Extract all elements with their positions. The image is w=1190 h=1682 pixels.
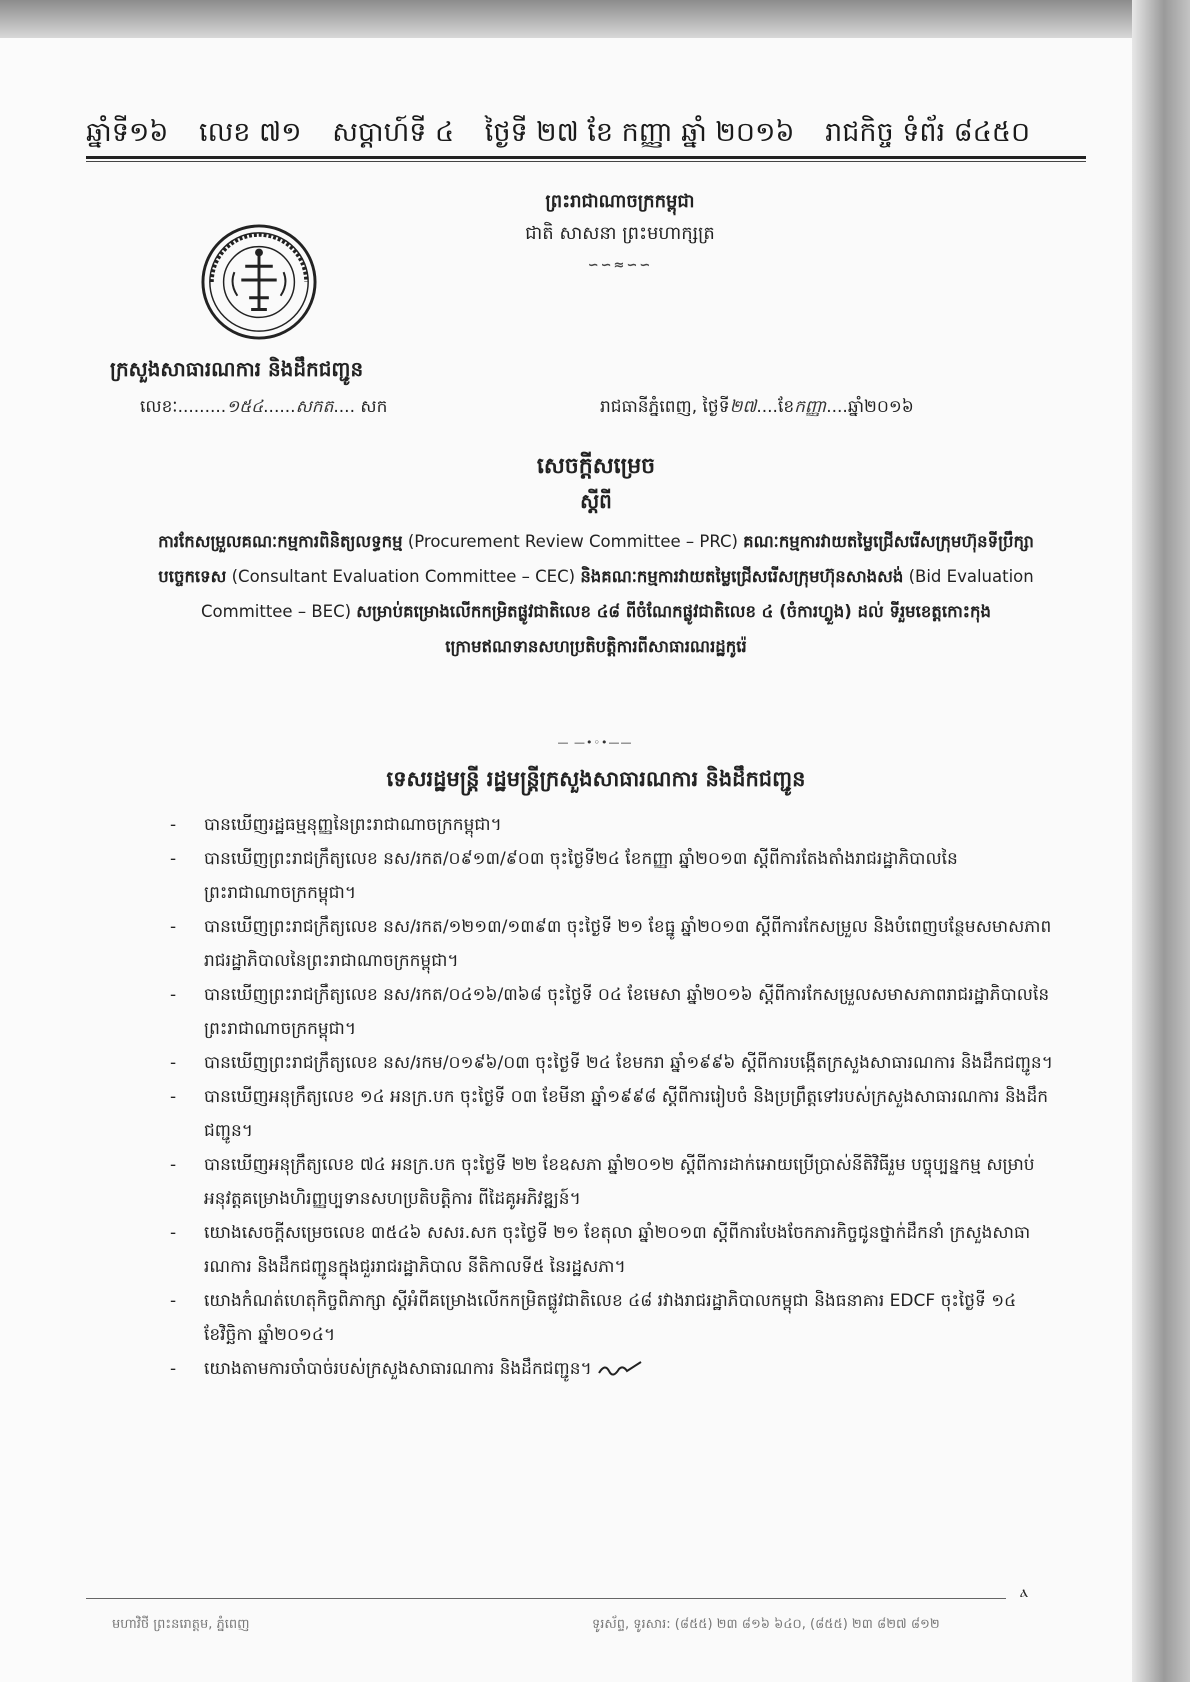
footer-rule bbox=[86, 1598, 1006, 1599]
date-month-label: ខែ bbox=[777, 397, 795, 417]
scan-shadow-right bbox=[1132, 0, 1190, 1682]
gazette-page bbox=[60, 38, 1132, 1682]
document-subtitle: ស្តីពី bbox=[580, 489, 612, 513]
list-item: - យោងសេចក្តីសម្រេចលេខ ៣៥៤៦ សសរ.សក ចុះថ្ងៃទី ២១ ខែតុលា ឆ្នាំ២០១៣ ស្តីពីការបែងចែកភារកិច្ចជូនថ្នាក់ដឹកនាំ ក្រសួងសាធារណការ និងដឹកជញ្ជូនក្នុងជួររាជរដ្ឋាភិបាល នីតិកាលទី៥ នៃរដ្ឋសភា។ bbox=[170, 1223, 1031, 1277]
subject-bec: និងគណៈកម្មការវាយតម្លៃជ្រើសរើសក្រុមហ៊ុនសាងសង់ bbox=[580, 567, 904, 586]
scan-shadow-top bbox=[0, 0, 1190, 38]
national-motto: ជាតិ សាសនា ព្រះមហាក្សត្រ bbox=[525, 223, 715, 244]
list-item: - បានឃើញព្រះរាជក្រឹត្យលេខ នស/រកត/១២១៣/១៣៩៣ ចុះថ្ងៃទី ២១ ខែធ្នូ ឆ្នាំ២០១៣ ស្តីពីការកែសម្រួល និងបំពេញបន្ថែមសមាសភាពរាជរដ្ឋាភិបាលនៃព្រះរាជាណាចក្រកម្ពុជា។ bbox=[170, 917, 1052, 971]
subject-prc: ការកែសម្រួលគណៈកម្មការពិនិត្យលទ្ធកម្ម bbox=[158, 532, 403, 551]
footer-address: មហាវិថី ព្រះនរោត្តម, ភ្នំពេញ bbox=[112, 1617, 250, 1632]
list-item: - បានឃើញព្រះរាជក្រឹត្យលេខ នស/រកត/០៩១៣/៩០៣ ចុះថ្ងៃទី២៤ ខែកញ្ញា ឆ្នាំ២០១៣ ស្តីពីការតែងតាំងរាជរដ្ឋាភិបាលនៃព្រះរាជាណាចក្រកម្ពុជា។ bbox=[170, 849, 958, 903]
date-year: ឆ្នាំ២០១៦ bbox=[847, 397, 914, 417]
gazette-page-number: រាជកិច្ច ទំព័រ ៨៤៥០ bbox=[825, 117, 1031, 148]
header-rule-thin bbox=[86, 161, 1086, 162]
ministry-seal-icon bbox=[200, 223, 318, 341]
subject-prc-en: (Procurement Review Committee – PRC) bbox=[407, 532, 738, 551]
gazette-date: ថ្ងៃទី ២៧ ខែ កញ្ញា ឆ្នាំ ២០១៦ bbox=[484, 117, 795, 148]
kingdom-heading bbox=[460, 186, 780, 282]
reference-value: ១៥៤ bbox=[226, 397, 264, 417]
list-item: - បានឃើញអនុក្រឹត្យលេខ ១៤ អនក្រ.បក ចុះថ្ងៃទី ០៣ ខែមីនា ឆ្នាំ១៩៩៨ ស្តីពីការរៀបចំ និងប្រព្រឹត្តទៅរបស់ក្រសួងសាធារណការ និងដឹកជញ្ជូន។ bbox=[170, 1087, 1049, 1141]
footer-phone: ទូរស័ព្ទ, ទូរសារ: (៨៥៥) ២៣ ៨១៦ ៦៤០, (៨៥៥) ២៣ ៨២៧ ៨១២ bbox=[592, 1617, 940, 1632]
gazette-year: ឆ្នាំទី១៦ bbox=[86, 117, 169, 148]
section-divider: — —•◦•—— bbox=[557, 736, 633, 749]
gazette-week: សប្តាហ៍ទី ៤ bbox=[332, 117, 455, 148]
subject-project: សម្រាប់គម្រោងលើកកម្រិតផ្លូវជាតិលេខ ៤៨ ពីចំណែកផ្លូវជាតិលេខ ៤ (ចំការហ្លួង) ដល់ ទីរួមខេត្តកោះកុង bbox=[356, 602, 991, 621]
list-item: - បានឃើញព្រះរាជក្រឹត្យលេខ នស/រកម/០១៩៦/០៣ ចុះថ្ងៃទី ២៤ ខែមករា ឆ្នាំ១៩៩៦ ស្តីពីការបង្កើតក្រសួងសាធារណការ និងដឹកជញ្ជូន។ bbox=[170, 1053, 1053, 1073]
issuing-authority: ទេសរដ្ឋមន្ត្រី រដ្ឋមន្ត្រីក្រសួងសាធារណការ និងដឹកជញ្ជូន bbox=[386, 767, 806, 791]
preamble-clauses bbox=[170, 808, 1060, 1386]
issuing-ministry: ក្រសួងសាធារណការ និងដឹកជញ្ជូន bbox=[110, 357, 364, 381]
list-item: - យោងកំណត់ហេតុកិច្ចពិភាក្សា ស្តីអំពីគម្រោងលើកកម្រិតផ្លូវជាតិលេខ ៤៨ រវាងរាជរដ្ឋាភិបាលកម្ពុជា និងធនាគារ EDCF ចុះថ្ងៃទី ១៤ ខែវិច្ឆិកា ឆ្នាំ២០១៤។ bbox=[170, 1291, 1017, 1345]
gazette-number: លេខ ៧១ bbox=[199, 117, 302, 148]
issue-date: រាជធានីភ្នំពេញ, ថ្ងៃទី២៧....ខែកញ្ញា....ឆ្នាំ២០១៦ bbox=[600, 397, 914, 417]
date-day: ២៧ bbox=[729, 397, 757, 417]
list-item: - បានឃើញអនុក្រឹត្យលេខ ៧៤ អនក្រ.បក ចុះថ្ងៃទី ២២ ខែឧសភា ឆ្នាំ២០១២ ស្តីពីការដាក់អោយប្រើប្រាស់នីតិវិធីរួម បច្ចុប្បន្នកម្ម សម្រាប់អនុវត្តគម្រោងហិរញ្ញប្បទានសហប្រតិបត្តិការ ពីដៃគូអភិវឌ្ឍន៍។ bbox=[170, 1155, 1035, 1209]
kingdom-name: ព្រះរាជាណាចក្រកម្ពុជា bbox=[545, 191, 695, 212]
footer-page-mark: ⲁ bbox=[1020, 1582, 1028, 1601]
reference-number: លេខៈ.........១៥៤......សកត.... សក bbox=[140, 397, 388, 417]
gazette-header bbox=[86, 116, 1086, 155]
initials-signature-icon bbox=[597, 1359, 643, 1379]
list-item: - យោងតាមការចាំបាច់របស់ក្រសួងសាធារណការ និងដឹកជញ្ជូន។ bbox=[170, 1352, 1060, 1386]
date-prefix: រាជធានីភ្នំពេញ, ថ្ងៃទី bbox=[600, 397, 730, 417]
subject-cec: គណៈកម្មការវាយតម្លៃជ្រើសរើសក្រុមហ៊ុនទីប្រឹក្សាបច្ចេកទេស bbox=[158, 532, 1034, 586]
heading-ornament: ∽∽≈∽∽ bbox=[587, 258, 653, 273]
document-subject bbox=[156, 524, 1036, 664]
reference-suffix: សកត bbox=[295, 397, 334, 417]
document-title: សេចក្តីសម្រេច bbox=[536, 454, 656, 479]
subject-funding: ក្រោមឥណទានសហប្រតិបត្តិការពីសាធារណរដ្ឋកូរ៉េ bbox=[445, 637, 747, 656]
list-item: - បានឃើញរដ្ឋធម្មនុញ្ញនៃព្រះរាជាណាចក្រកម្ពុជា។ bbox=[170, 815, 502, 835]
subject-cec-en: (Consultant Evaluation Committee – CEC) bbox=[231, 567, 576, 586]
date-month: កញ្ញា bbox=[794, 397, 827, 417]
subject-bec-en: (Bid Evaluation Committee – BEC) bbox=[201, 567, 1034, 621]
reference-org: សក bbox=[360, 397, 388, 417]
reference-label: លេខៈ bbox=[140, 397, 178, 417]
list-item: - បានឃើញព្រះរាជក្រឹត្យលេខ នស/រកត/០៤១៦/៣៦៨ ចុះថ្ងៃទី ០៤ ខែមេសា ឆ្នាំ២០១៦ ស្តីពីការកែសម្រួលសមាសភាពរាជរដ្ឋាភិបាលនៃព្រះរាជាណាចក្រកម្ពុជា។ bbox=[170, 985, 1050, 1039]
header-rule bbox=[86, 156, 1086, 159]
